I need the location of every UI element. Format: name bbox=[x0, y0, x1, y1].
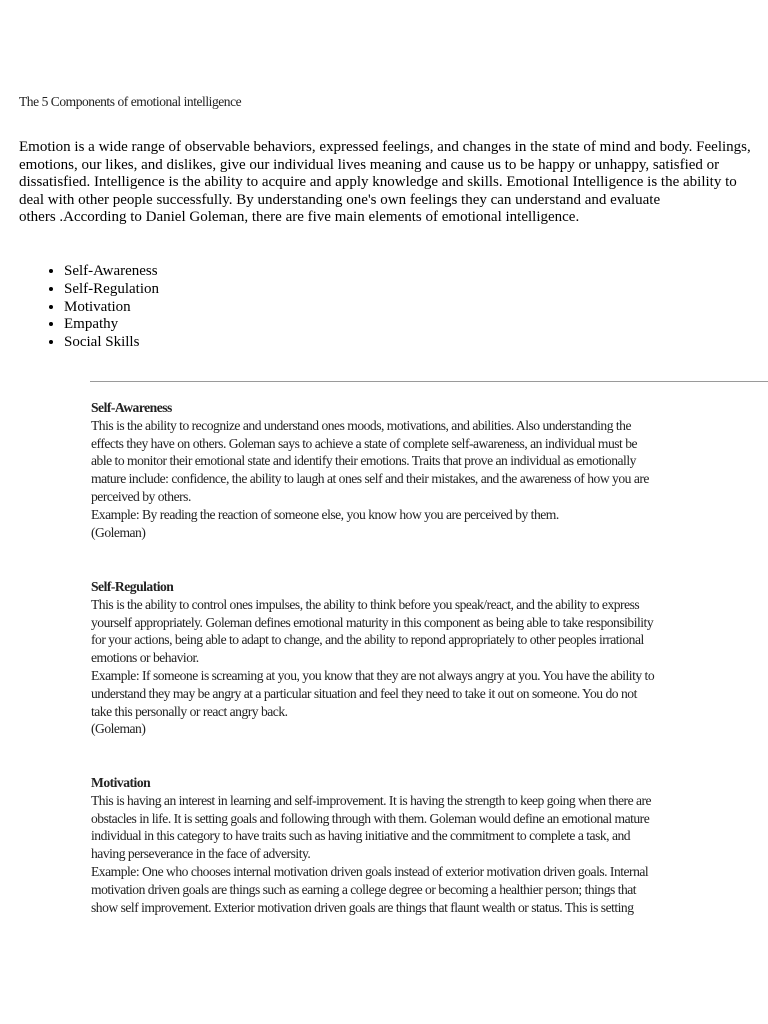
intro-line: dissatisfied. Intelligence is the ability to acquire and apply knowledge and skills. Emotional Intelligence is the ability to bbox=[19, 174, 737, 191]
section-line: yourself appropriately. Goleman defines emotional maturity in this component as being able to take responsibility bbox=[91, 614, 654, 630]
page-title: The 5 Components of emotional intelligence bbox=[19, 94, 242, 109]
section-line: for your actions, being able to adapt to change, and the ability to repond appropriately to other peoples irrational bbox=[91, 632, 644, 648]
section-line: emotions or behavior. bbox=[91, 650, 199, 666]
section-example: Example: If someone is screaming at you, you know that they are not always angry at you. You have the ability to bbox=[91, 667, 655, 683]
section-line: able to monitor their emotional state and identify their emotions. Traits that prove an individual as emotionally bbox=[91, 453, 636, 469]
section-line: mature include: confidence, the ability to laugh at ones self and their mistakes, and the awareness of how you are bbox=[91, 471, 649, 487]
section-line: effects they have on others. Goleman says to achieve a state of complete self-awareness, an individual must be bbox=[91, 435, 638, 451]
list-item: • Self-Regulation bbox=[64, 281, 159, 299]
list-item: • Social Skills bbox=[64, 334, 159, 352]
section-heading: Self-Awareness bbox=[91, 400, 172, 415]
section-example: motivation driven goals are things such as earning a college degree or becoming a healthier person; things that bbox=[91, 881, 637, 897]
section-example: Example: One who chooses internal motivation driven goals instead of exterior motivation driven goals. Internal bbox=[91, 863, 649, 879]
section-example: show self improvement. Exterior motivation driven goals are things that flaunt wealth or status. This is setting bbox=[91, 899, 634, 915]
section-citation: (Goleman) bbox=[91, 524, 146, 540]
section-self-awareness bbox=[91, 399, 691, 541]
section-example: Example: By reading the reaction of someone else, you know how you are perceived by them. bbox=[91, 506, 559, 522]
section-line: having perseverance in the face of adversity. bbox=[91, 846, 311, 862]
horizontal-divider bbox=[90, 381, 768, 382]
section-example: understand they may be angry at a particular situation and feel they need to take it out on someone. You do not bbox=[91, 685, 637, 701]
intro-line: others .According to Daniel Goleman, there are five main elements of emotional intelligence. bbox=[19, 209, 580, 226]
section-line: perceived by others. bbox=[91, 488, 191, 504]
section-heading: Self-Regulation bbox=[91, 579, 174, 594]
list-item: • Empathy bbox=[64, 316, 159, 334]
section-citation: (Goleman) bbox=[91, 721, 146, 737]
list-item: • Self-Awareness bbox=[64, 263, 159, 281]
intro-line: emotions, our likes, and dislikes, give our individual lives meaning and cause us to be happy or unhappy, satisfied or bbox=[19, 156, 720, 173]
section-self-regulation bbox=[91, 578, 691, 738]
list-item: • Motivation bbox=[64, 299, 159, 317]
section-heading: Motivation bbox=[91, 775, 151, 790]
intro-paragraph bbox=[19, 139, 764, 227]
section-motivation bbox=[91, 774, 691, 916]
section-line: individual in this category to have traits such as having initiative and the commitment to complete a task, and bbox=[91, 828, 631, 844]
section-line: This is the ability to recognize and understand ones moods, motivations, and abilities. Also understanding the bbox=[91, 417, 632, 433]
intro-line: Emotion is a wide range of observable behaviors, expressed feelings, and changes in the state of mind and body. Feelings, bbox=[19, 139, 751, 155]
intro-line: deal with other people successfully. By understanding one's own feelings they can understand and evaluate bbox=[19, 191, 661, 208]
section-line: This is having an interest in learning and self-improvement. It is having the strength to keep going when there are bbox=[91, 792, 652, 808]
components-list bbox=[19, 263, 159, 352]
section-line: This is the ability to control ones impulses, the ability to think before you speak/react, and the ability to express bbox=[91, 596, 640, 612]
section-line: obstacles in life. It is setting goals and following through with them. Goleman would define an emotional mature bbox=[91, 810, 650, 826]
section-example: take this personally or react angry back. bbox=[91, 703, 288, 719]
